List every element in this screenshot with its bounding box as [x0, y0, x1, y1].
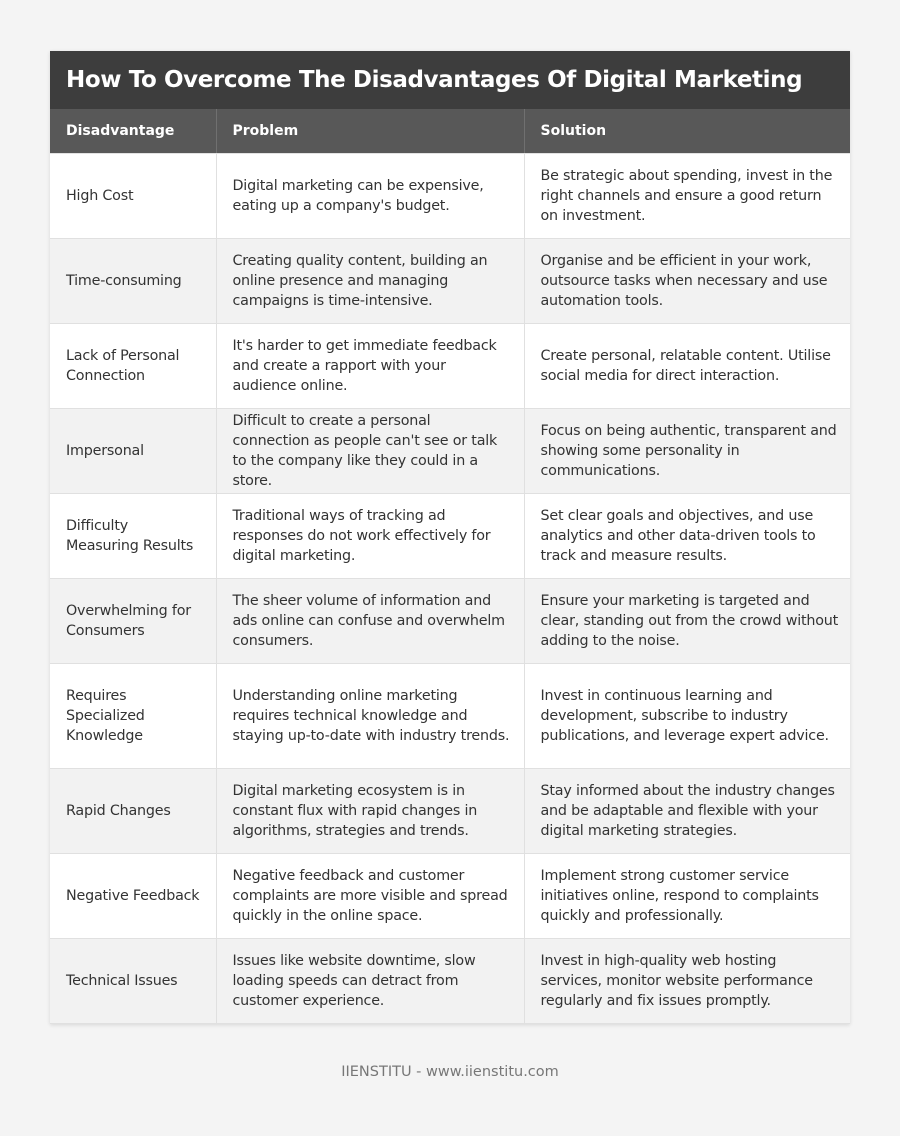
solution-cell: Set clear goals and objectives, and use analytics and other data-driven tools to track and measure results. — [524, 494, 850, 579]
disadvantage-cell: Requires Specialized Knowledge — [50, 664, 216, 769]
disadvantage-cell: Difficulty Measuring Results — [50, 494, 216, 579]
problem-cell: Digital marketing ecosystem is in constant flux with rapid changes in algorithms, strategies and trends. — [216, 769, 524, 854]
problem-cell: Traditional ways of tracking ad responses do not work effectively for digital marketing. — [216, 494, 524, 579]
solution-cell: Focus on being authentic, transparent and showing some personality in communications. — [524, 409, 850, 494]
table-row — [50, 324, 850, 409]
solution-cell: Ensure your marketing is targeted and clear, standing out from the crowd without adding to the noise. — [524, 579, 850, 664]
column-header-solution: Solution — [524, 109, 850, 154]
disadvantage-cell: High Cost — [50, 154, 216, 239]
table-row — [50, 239, 850, 324]
disadvantage-cell: Negative Feedback — [50, 854, 216, 939]
problem-cell: Issues like website downtime, slow loading speeds can detract from customer experience. — [216, 939, 524, 1024]
column-header-problem: Problem — [216, 109, 524, 154]
table-card — [50, 51, 850, 1024]
solution-cell: Invest in continuous learning and development, subscribe to industry publications, and leverage expert advice. — [524, 664, 850, 769]
disadvantage-cell: Technical Issues — [50, 939, 216, 1024]
problem-cell: Understanding online marketing requires technical knowledge and staying up-to-date with industry trends. — [216, 664, 524, 769]
disadvantage-cell: Impersonal — [50, 409, 216, 494]
table-row — [50, 579, 850, 664]
disadvantage-cell: Lack of Personal Connection — [50, 324, 216, 409]
problem-cell: Negative feedback and customer complaints are more visible and spread quickly in the online space. — [216, 854, 524, 939]
disadvantages-table — [50, 109, 850, 1024]
table-row — [50, 409, 850, 494]
solution-cell: Create personal, relatable content. Utilise social media for direct interaction. — [524, 324, 850, 409]
problem-cell: Creating quality content, building an online presence and managing campaigns is time-intensive. — [216, 239, 524, 324]
table-row — [50, 769, 850, 854]
footer-credit: IIENSTITU - www.iienstitu.com — [341, 1064, 559, 1080]
solution-cell: Be strategic about spending, invest in the right channels and ensure a good return on investment. — [524, 154, 850, 239]
solution-cell: Invest in high-quality web hosting services, monitor website performance regularly and fix issues promptly. — [524, 939, 850, 1024]
table-row — [50, 939, 850, 1024]
solution-cell: Stay informed about the industry changes and be adaptable and flexible with your digital marketing strategies. — [524, 769, 850, 854]
table-title: How To Overcome The Disadvantages Of Digital Marketing — [50, 51, 850, 109]
table-row — [50, 664, 850, 769]
header-row — [50, 109, 850, 154]
solution-cell: Implement strong customer service initiatives online, respond to complaints quickly and professionally. — [524, 854, 850, 939]
column-header-disadvantage: Disadvantage — [50, 109, 216, 154]
problem-cell: The sheer volume of information and ads online can confuse and overwhelm consumers. — [216, 579, 524, 664]
problem-cell: Difficult to create a personal connection as people can't see or talk to the company like they could in a store. — [216, 409, 524, 494]
problem-cell: Digital marketing can be expensive, eating up a company's budget. — [216, 154, 524, 239]
table-row — [50, 494, 850, 579]
disadvantage-cell: Time-consuming — [50, 239, 216, 324]
solution-cell: Organise and be efficient in your work, outsource tasks when necessary and use automation tools. — [524, 239, 850, 324]
disadvantage-cell: Rapid Changes — [50, 769, 216, 854]
disadvantage-cell: Overwhelming for Consumers — [50, 579, 216, 664]
problem-cell: It's harder to get immediate feedback and create a rapport with your audience online. — [216, 324, 524, 409]
table-row — [50, 854, 850, 939]
table-row — [50, 154, 850, 239]
